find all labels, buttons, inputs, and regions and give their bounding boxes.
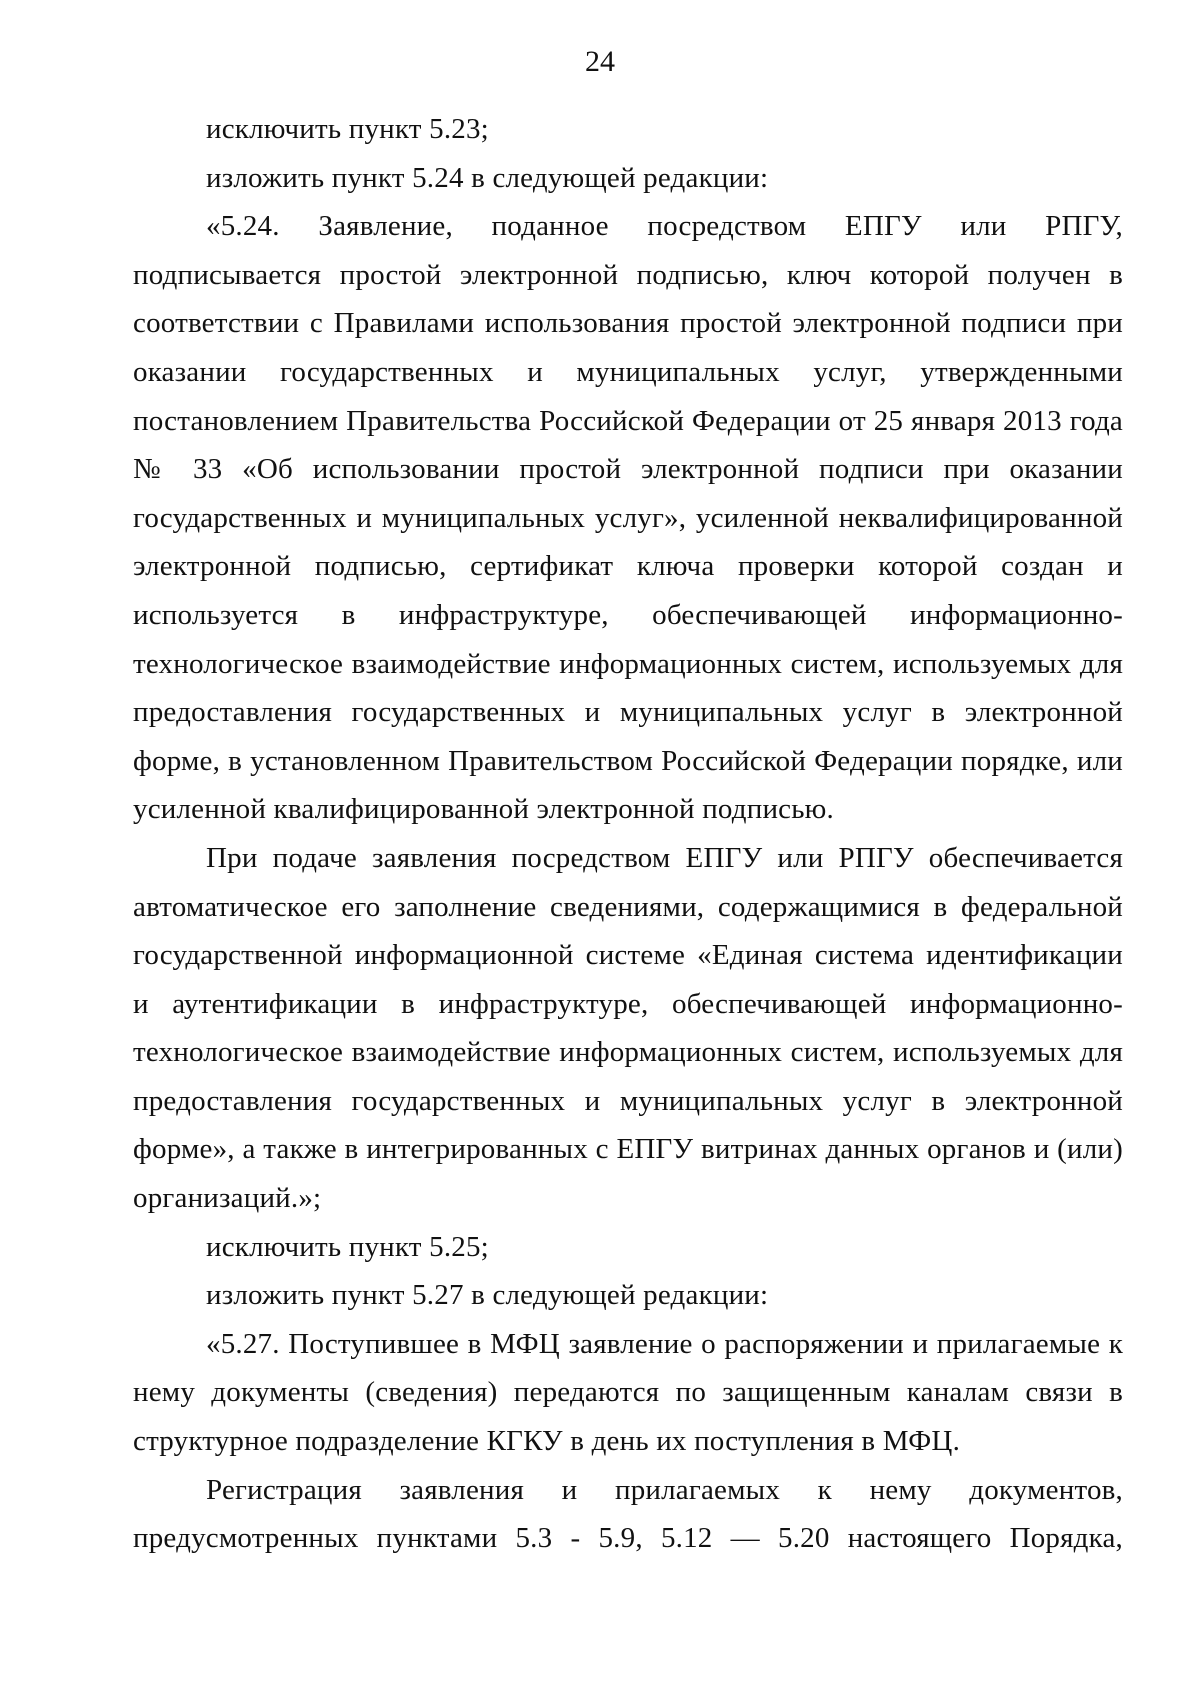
paragraph: исключить пункт 5.23; xyxy=(206,113,489,145)
paragraph: исключить пункт 5.25; xyxy=(206,1230,489,1263)
paragraph: При подаче заявления посредством ЕПГУ или РПГУ обеспечивается автоматическое его заполнение сведениями, содержащимися в федеральной государственной информационной системе «Единая система идентификации и аутентификации в инфраструктуре, обеспечивающей информационно-технологическое взаимодействие информационных систем, используемых для предоставления государственных и муниципальных услуг в электронной форме», а также в интегрированных с ЕПГУ витринах данных органов и (или) организаций.»; xyxy=(133,841,1123,1215)
paragraph: изложить пункт 5.27 в следующей редакции: xyxy=(206,1279,769,1312)
paragraph: изложить пункт 5.24 в следующей редакции: xyxy=(206,161,769,194)
paragraph: «5.27. Поступившее в МФЦ заявление о распоряжении и прилагаемые к нему документы (сведения) передаются по защищенным каналам связи в структурное подразделение КГКУ в день их поступления в МФЦ. xyxy=(133,1327,1123,1458)
paragraph: «5.24. Заявление, поданное посредством ЕПГУ или РПГУ, подписывается простой электронной подписью, ключ которой получен в соответствии с Правилами использования простой электронной подписи при оказании государственных и муниципальных услуг, утвержденными постановлением Правительства Российской Федерации от 25 января 2013 года № 33 «Об использовании простой электронной подписи при оказании государственных и муниципальных услуг», усиленной неквалифицированной электронной подписью, сертификат ключа проверки которой создан и используется в инфраструктуре, обеспечивающей информационно-технологическое взаимодействие информационных систем, используемых для предоставления государственных и муниципальных услуг в электронной форме, в установленном Правительством Российской Федерации порядке, или усиленной квалифицированной электронной подписью. xyxy=(133,210,1123,826)
page-number: 24 xyxy=(585,45,615,78)
paragraph: Регистрация заявления и прилагаемых к нему документов, предусмотренных пунктами 5.3 - 5.9, 5.12 — 5.20 настоящего Порядка, xyxy=(133,1473,1123,1555)
document-body xyxy=(133,105,1123,1563)
